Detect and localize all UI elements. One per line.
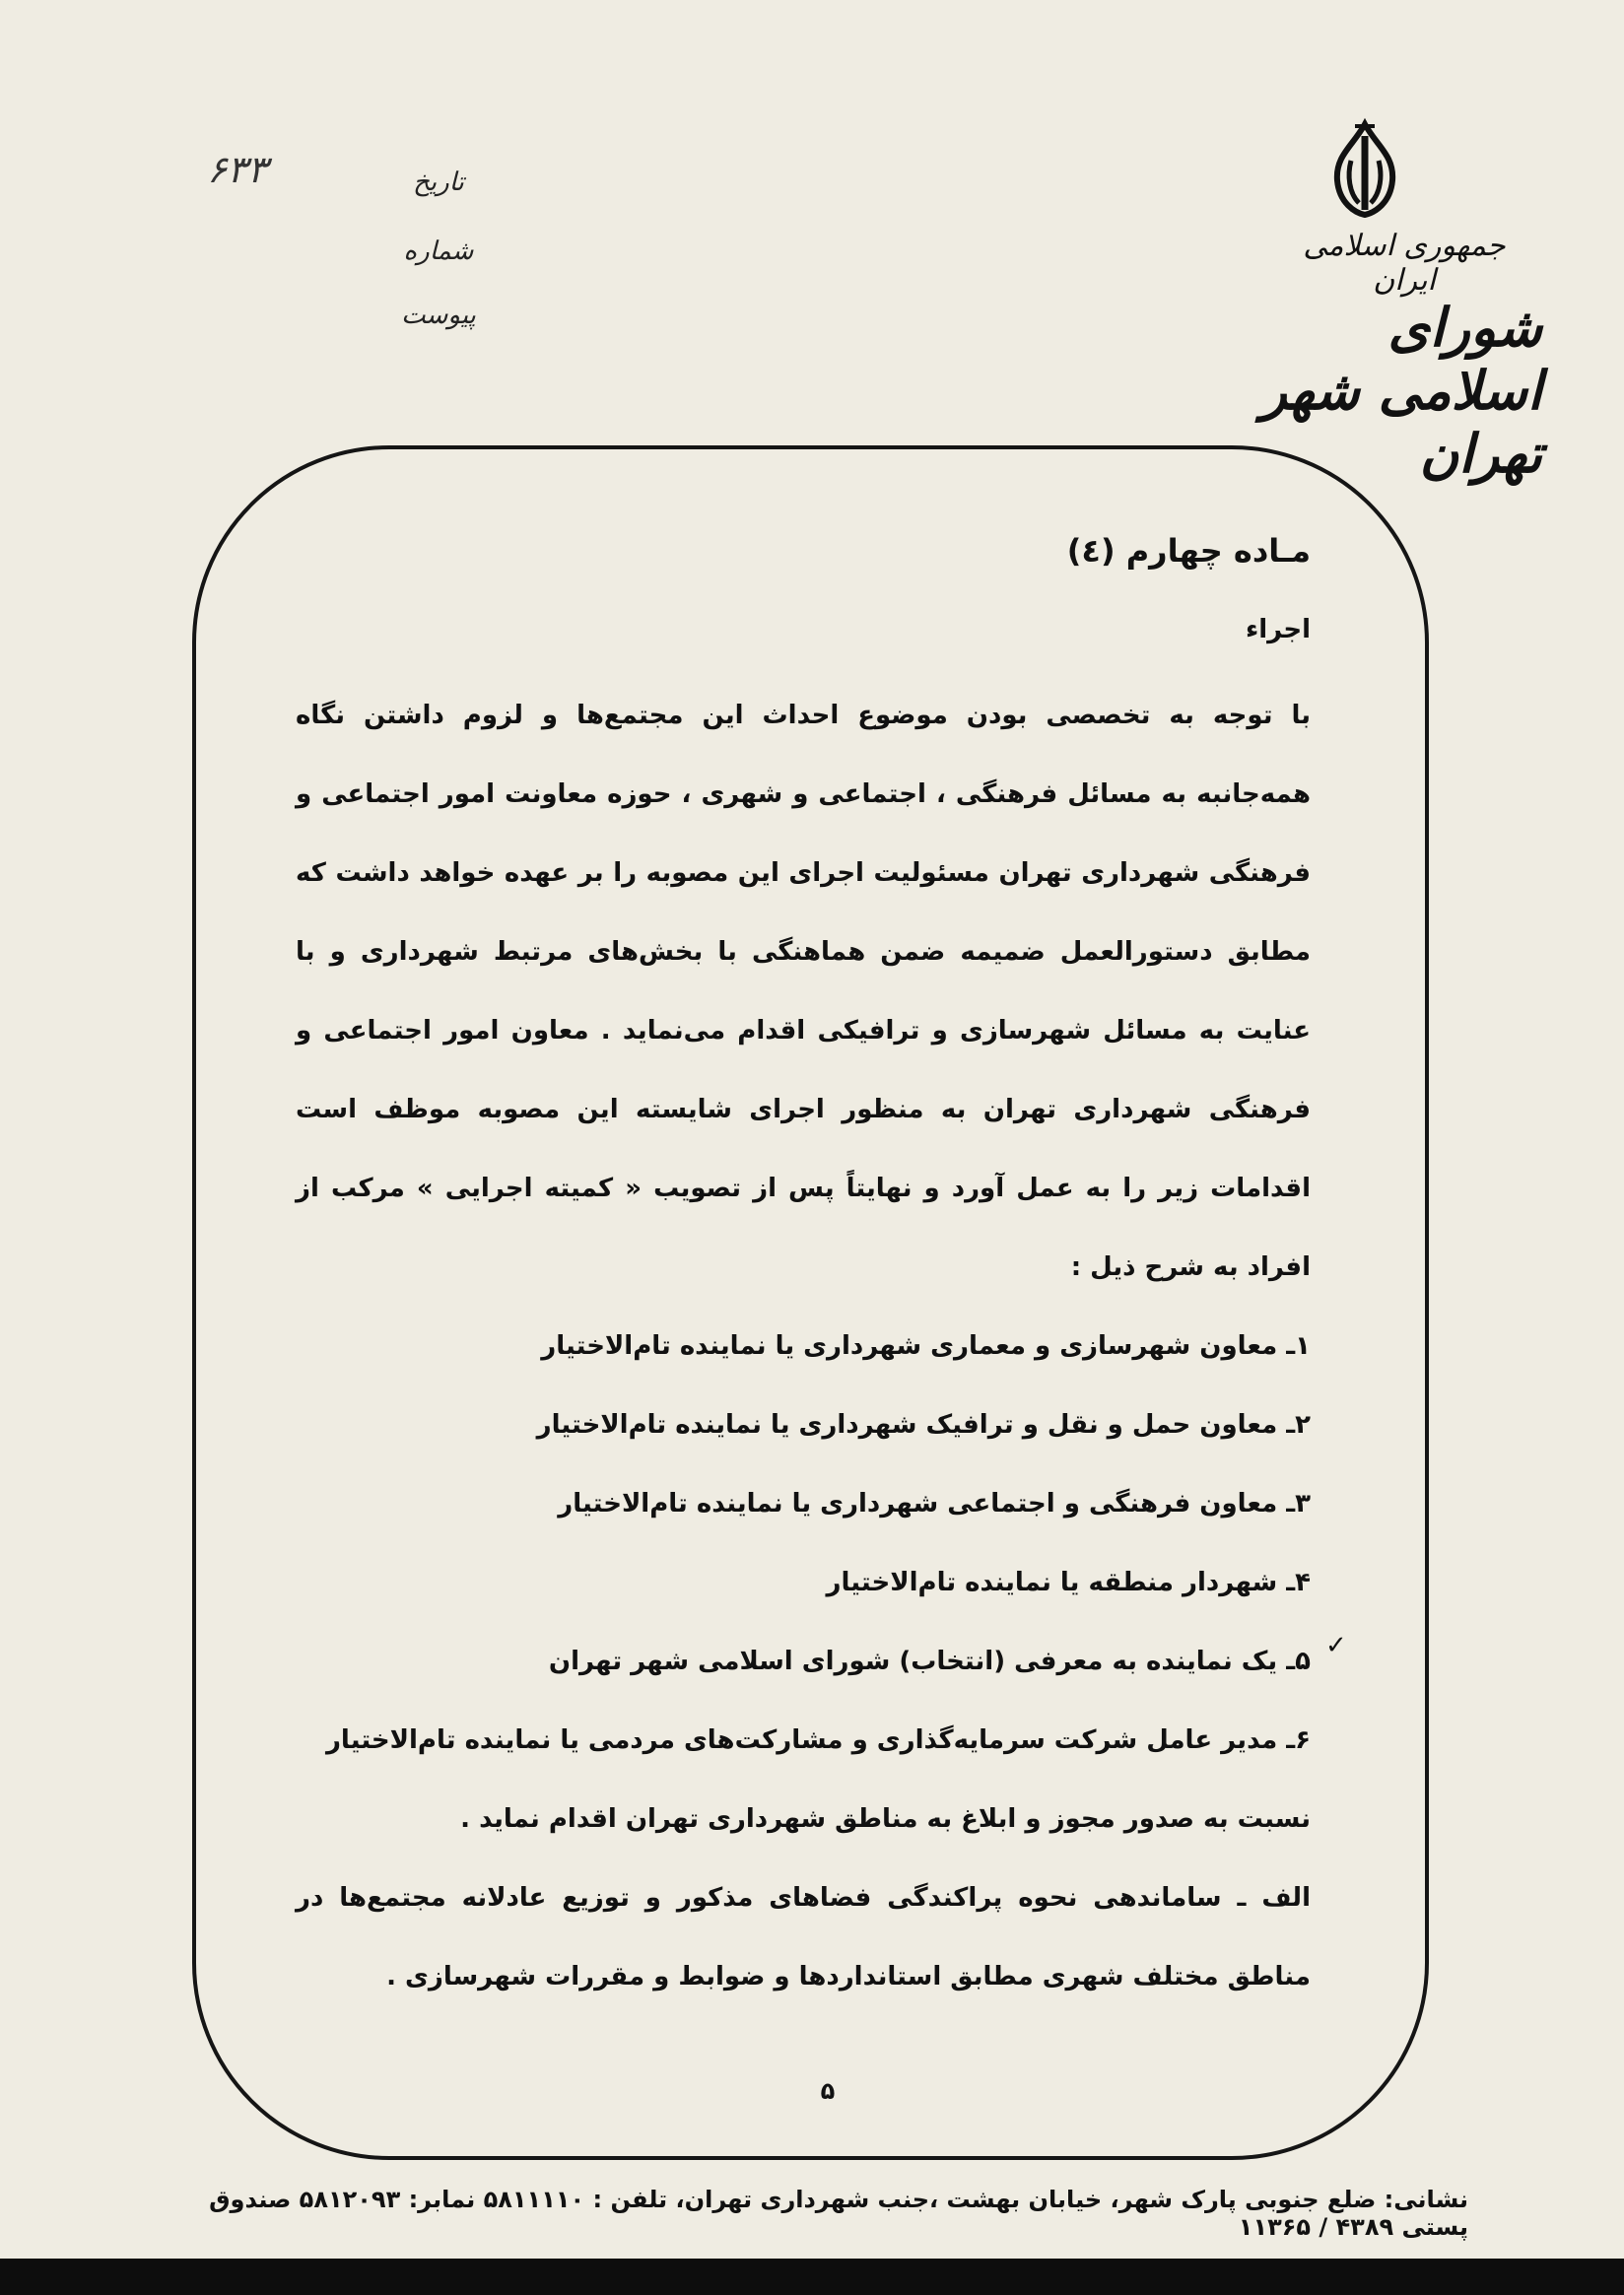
main-paragraph: با توجه به تخصصی بودن موضوع احداث این مجتمع‌ها و لزوم داشتن نگاه همه‌جانبه به مسائل فرهنگی ، اجتماعی و شهری ، حوزه معاونت امور اجتماعی و فرهنگی شهرداری تهران مسئولیت اجرای این مصوبه را بر عهده خواهد داشت که مطابق دستورالعمل ضمیمه ضمن هماهنگی با بخش‌های مرتبط شهرداری و با عنایت به مسائل شهرسازی و ترافیکی اقدام می‌نماید . معاون امور اجتماعی و فرهنگی شهرداری تهران به منظور اجرای شایسته این مصوبه موظف است اقدامات زیر را به عمل آورد و نهایتاً پس از تصویب « کمیته اجرایی » مرکب از افراد به شرح ذیل :: [296, 701, 1311, 1282]
clause-alef-text: ساماندهی نحوه پراکندگی فضاهای مذکور و توزیع عادلانه مجتمع‌ها در مناطق مختلف شهری مطابق استانداردها و ضوابط و مقررات شهرسازی .: [296, 1883, 1311, 1991]
list-item: ۴ـ شهردار منطقه یا نماینده تام‌الاختیار: [826, 1568, 1311, 1597]
list-item: ۱ـ معاون شهرسازی و معماری شهرداری یا نماینده تام‌الاختیار: [541, 1331, 1311, 1361]
article-title: مـاده چهارم (٤): [1066, 532, 1311, 570]
committee-list: [296, 1307, 1311, 1780]
section-title: اجراء: [1245, 615, 1311, 644]
handwritten-number: ۶۳۳: [207, 148, 268, 191]
list-item: ۶ـ مدیر عامل شرکت سرمایه‌گذاری و مشارکت‌های مردمی یا نماینده تام‌الاختیار: [325, 1725, 1311, 1755]
council-title: شورای اسلامی شهر تهران: [1260, 296, 1542, 485]
list-item: ۵ـ یک نماینده به معرفی (انتخاب) شورای اسلامی شهر تهران: [548, 1647, 1311, 1676]
republic-title: جمهوری اسلامی ایران: [1303, 229, 1506, 298]
scan-edge: [0, 2259, 1624, 2295]
list-item: ۲ـ معاون حمل و نقل و ترافیک شهرداری یا نماینده تام‌الاختیار: [536, 1410, 1311, 1440]
number-label: شماره: [403, 236, 474, 266]
clause-alef: [296, 1858, 1311, 2016]
list-item: ۳ـ معاون فرهنگی و اجتماعی شهرداری یا نماینده تام‌الاختیار: [558, 1489, 1311, 1519]
attachment-label: پیوست: [401, 301, 476, 330]
closing-line: نسبت به صدور مجوز و ابلاغ به مناطق شهرداری تهران اقدام نماید .: [460, 1804, 1311, 1834]
page-number: ۵: [820, 2077, 836, 2105]
date-label: تاریخ: [413, 168, 464, 197]
iran-emblem-icon: [1316, 116, 1414, 225]
document-body: [296, 532, 1311, 2016]
clause-alef-label: الف ـ: [1237, 1883, 1311, 1913]
footer-address: نشانی: ضلع جنوبی پارک شهر، خیابان بهشت ،جنب شهرداری تهران، تلفن : ۵۸۱۱۱۱۰ نمابر: ۵۸۱۲۰۹۳ صندوق پستی ۴۳۸۹ / ۱۱۳۶۵: [209, 2186, 1468, 2241]
check-mark-icon: ✓: [1325, 1631, 1347, 1660]
